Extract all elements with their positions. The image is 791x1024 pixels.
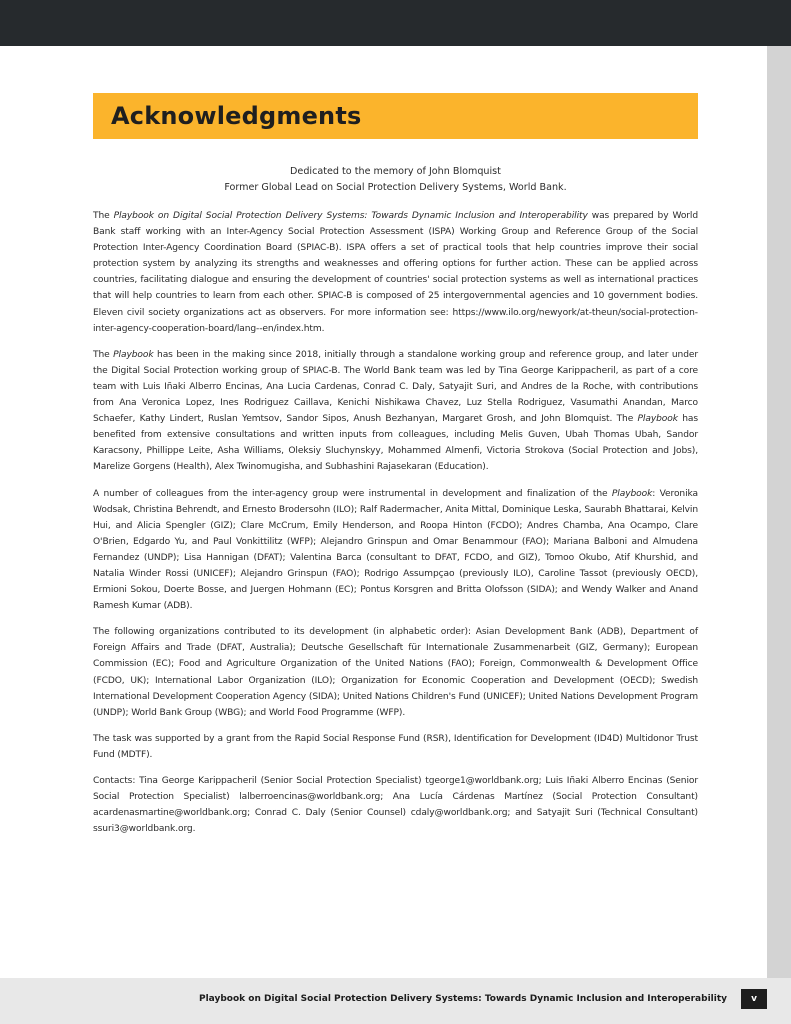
p1-playbook-title: Playbook on Digital Social Protection Delivery Systems: Towards Dynamic Inclusion and Interoperability [113,211,588,221]
dedication-line-1: Dedicated to the memory of John Blomquist [290,166,501,177]
p2-playbook-em-1: Playbook [113,349,154,360]
paragraph-colleagues [93,486,698,615]
p2-text-post: has benefited from extensive consultations and written inputs from colleagues, including Melis Guven, Ubah Thomas Ubah, Sandor Karacsony, Phillippe Leite, Asha Williams, Oleksiy Sluchynskyy, Mohammed Almenfi, Victoria Strokova (Social Protection and Jobs), Marelize Gorgens (Health), Alex Twinomugisha, and Subhashini Rajasekaran (Education). [93,414,698,473]
p2-playbook-em-2: Playbook [637,414,678,425]
p3-text-post: : Veronika Wodsak, Christina Behrendt, and Ernesto Brodersohn (ILO); Ralf Radermacher, Anita Mittal, Dominique Leska, Saurabh Bhattarai, Kelvin Hui, and Alicia Spengler (GIZ); Clare McCrum, Emily Henderson, and Roopa Hinton (FCDO); Andres Chamba, Ana Ocampo, Clare O'Brien, Edgardo Yu, and Paul Vonkittilitz (WFP); Alejandro Grinspun and Omar Benammour (FAO); Mariana Balboni and Almudena Fernandez (UNDP); Lisa Hannigan (DFAT); Valentina Barca (consultant to DFAT, FCDO, and GIZ), Tomoo Okubo, Atif Khurshid, and Natalia Winder Rossi (UNICEF); Alejandro Grinspun (FAO); Rodrigo Assumpçao (previously ILO), Caroline Tassot (previously OECD), Ermioni Sokou, Doerte Bosse, and Juergen Hohmann (EC); Pontus Korsgren and Britta Olofsson (SIDA); and Wendy Walker and Anand Ramesh Kumar (ADB). [93,488,698,612]
dedication [93,164,698,196]
page-side-gutter [767,46,791,978]
dedication-line-2: Former Global Lead on Social Protection Delivery Systems, World Bank. [224,182,567,193]
top-bar [0,0,791,46]
page-title: Acknowledgments [111,102,362,130]
page-footer [0,978,791,1024]
paragraph-ispa [93,208,698,337]
page-number-badge: v [741,989,767,1009]
heading-band [93,93,698,139]
p2-text-mid: has been in the making since 2018, initially through a standalone working group and reference group, and later under the Digital Social Protection working group of SPIAC-B. The World Bank team was led by Tina George Karippacheril, as part of a core team with Luis Iñaki Alberro Encinas, Ana Lucia Cardenas, Conrad C. Daly, Satyajit Suri, and Andres de la Roche, with contributions from Ana Veronica Lopez, Ines Rodriguez Caillava, Kenichi Nishikawa Chavez, Luz Stella Rodriguez, Vasumathi Anandan, Marco Schaefer, Kathy Lindert, Ruslan Yemtsov, Sandor Sipos, Anush Bezhanyan, Margaret Grosh, and John Blomquist. The [93,349,699,425]
paragraph-organizations: The following organizations contributed to its development (in alphabetic order): Asian Development Bank (ADB), Department of Foreign Affairs and Trade (DFAT, Australia); Deutsche Gesellschaft für Internationale Zusammenarbeit (GIZ, Germany); European Commission (EC); Food and Agriculture Organization of the United Nations (FAO); Foreign, Commonwealth & Development Office (FCDO, UK); International Labor Organization (ILO); Organization for Economic Cooperation and Development (OECD); Swedish International Development Cooperation Agency (SIDA); United Nations Children's Fund (UNICEF); United Nations Development Program (UNDP); World Bank Group (WBG); and World Food Programme (WFP). [93,627,698,718]
paragraph-funding: The task was supported by a grant from the Rapid Social Response Fund (RSR), Identification for Development (ID4D) Multidonor Trust Fund (MDTF). [93,733,698,760]
acknowledgments-body [93,208,698,847]
p1-text-post: was prepared by World Bank staff working with an Inter-Agency Social Protection Assessment (ISPA) Working Group and Reference Group of the Social Protection Inter-Agency Coordination Board (SPIAC-B). ISPA offers a set of practical tools that help countries improve their social protection system by analyzing its strengths and weaknesses and offering options for further action. These can be applied across countries, facilitating dialogue and ensuring the development of countries' social protection systems as well as international practices that will help countries to learn from each other. SPIAC-B is composed of 25 intergovernmental agencies and 10 government bodies. Eleven civil society organizations act as observers. For more information see: https://www.ilo.org/newyork/at-theun/social-protection-inter-agency-cooperation-board/lang--en/index.htm. [93,211,699,334]
p1-text-pre: The [93,211,114,221]
paragraph-contacts: Contacts: Tina George Karippacheril (Senior Social Protection Specialist) tgeorge1@worldbank.org; Luis Iñaki Alberro Encinas (Senior Social Protection Specialist) lalberroencinas@worldbank.org; Ana Lucía Cárdenas Martínez (Social Protection Consultant) acardenasmartine@worldbank.org; Conrad C. Daly (Senior Counsel) cdaly@worldbank.org; and Satyajit Suri (Technical Consultant) ssuri3@worldbank.org. [93,776,698,835]
p3-text-pre: A number of colleagues from the inter-agency group were instrumental in development and finalization of the [93,488,612,499]
p2-text-pre: The [93,349,114,360]
footer-title: Playbook on Digital Social Protection Delivery Systems: Towards Dynamic Inclusion and Interoperability [199,994,727,1004]
p3-playbook-em: Playbook [611,488,653,499]
paragraph-team [93,347,698,476]
